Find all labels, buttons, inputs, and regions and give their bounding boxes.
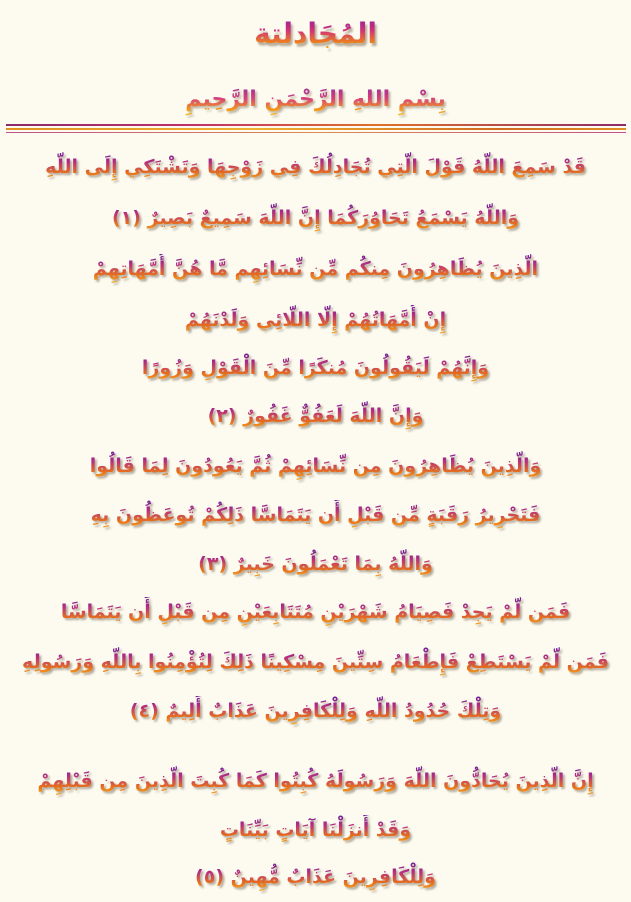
verse-line-6: وَإِنَّ اللَّهَ لَعَفُوٌّ غَفُورٌ (٢) xyxy=(0,401,631,431)
verse-line-3: الَّذِينَ يُظَاهِرُونَ مِنكُم مِّن نِّسَائِهِم مَّا هُنَّ أُمَّهَاتِهِمْ xyxy=(0,254,631,284)
verse-line-2: وَاللَّهُ يَسْمَعُ تَحَاوُرَكُمَا إِنَّ اللَّهَ سَمِيعٌ بَصِيرٌ (١) xyxy=(0,203,631,233)
verse-line-15: وَلِلْكَافِرِينَ عَذَابٌ مُّهِينٌ (٥) xyxy=(0,862,631,892)
verse-line-9: وَاللَّهُ بِمَا تَعْمَلُونَ خَبِيرٌ (٣) xyxy=(0,549,631,579)
verse-line-7: وَالَّذِينَ يُظَاهِرُونَ مِن نِّسَائِهِمْ ثُمَّ يَعُودُونَ لِمَا قَالُوا xyxy=(0,451,631,481)
verse-line-12: وَتِلْكَ حُدُودُ اللَّهِ وَلِلْكَافِرِينَ عَذَابٌ أَلِيمٌ (٤) xyxy=(0,696,631,726)
verse-line-10: فَمَن لَّمْ يَجِدْ فَصِيَامُ شَهْرَيْنِ مُتَتَابِعَيْنِ مِن قَبْلِ أَن يَتَمَاسَّا xyxy=(0,597,631,627)
divider-line xyxy=(6,124,626,126)
basmala: بِسْمِ اللهِ الرَّحْمَنِ الرَّحِيمِ xyxy=(0,84,631,116)
verse-line-11: فَمَن لَّمْ يَسْتَطِعْ فَإِطْعَامُ سِتِّينَ مِسْكِينًا ذَلِكَ لِتُؤْمِنُوا بِاللَّهِ وَرَسُولِهِ xyxy=(0,647,631,677)
verse-line-14: وَقَدْ أَنزَلْنَا آيَاتٍ بَيِّنَاتٍ xyxy=(0,815,631,845)
verse-line-4: إِنْ أُمَّهَاتُهُمْ إِلَّا اللَّائِي وَلَدْنَهُمْ xyxy=(0,305,631,335)
divider-line xyxy=(6,132,626,133)
verse-line-1: قَدْ سَمِعَ اللَّهُ قَوْلَ الَّتِي تُجَادِلُكَ فِي زَوْجِهَا وَتَشْتَكِي إِلَى اللَّهِ xyxy=(0,152,631,182)
divider-line xyxy=(6,128,626,130)
surah-title: المُجَادلتة xyxy=(0,14,631,54)
verse-line-13: إِنَّ الَّذِينَ يُحَادُّونَ اللَّهَ وَرَسُولَهُ كُبِتُوا كَمَا كُبِتَ الَّذِينَ مِن قَبْلِهِمْ xyxy=(0,766,631,796)
verse-line-5: وَإِنَّهُمْ لَيَقُولُونَ مُنكَرًا مِّنَ الْقَوْلِ وَزُورًا xyxy=(0,353,631,383)
verse-line-8: فَتَحْرِيرُ رَقَبَةٍ مِّن قَبْلِ أَن يَتَمَاسَّا ذَلِكُمْ تُوعَظُونَ بِهِ xyxy=(0,500,631,530)
